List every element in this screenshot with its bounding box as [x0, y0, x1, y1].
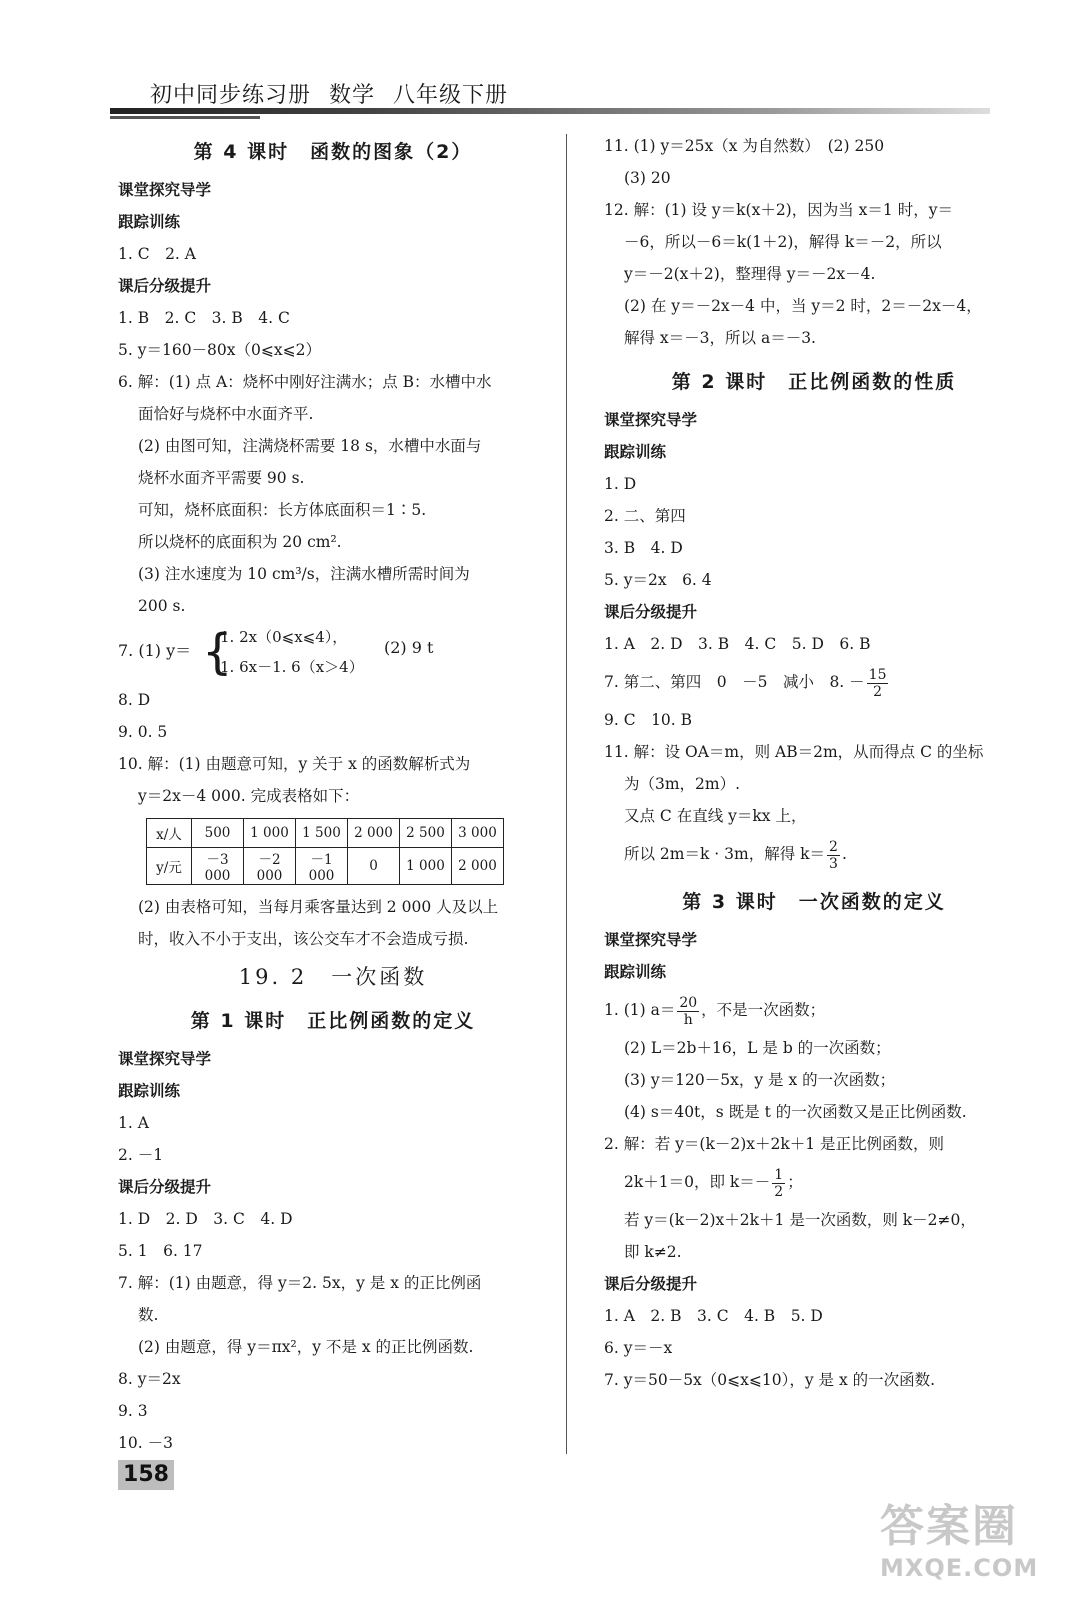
table-cell: 2 000	[348, 819, 400, 848]
table-cell: －3 000	[192, 848, 244, 885]
section-heading: 课堂探究导学	[118, 1050, 212, 1068]
section-heading: 跟踪训练	[604, 963, 667, 981]
table-header-cell: x/人	[147, 819, 192, 848]
piecewise-function	[118, 622, 548, 684]
answer-line: (2) 由题意，得 y＝πx²，y 不是 x 的正比例函数.	[138, 1338, 474, 1356]
table-row	[147, 848, 504, 885]
section-heading: 课后分级提升	[118, 1178, 212, 1196]
answer-line	[604, 832, 1024, 876]
header-rule-accent	[110, 116, 260, 119]
section-heading: 跟踪训练	[604, 443, 667, 461]
answer-line: 1. D	[604, 475, 637, 493]
section-heading: 课后分级提升	[118, 277, 212, 295]
answer-line: 9. 0. 5	[118, 723, 168, 741]
answer-line: 11. (1) y＝25x（x 为自然数） (2) 250	[604, 137, 885, 155]
denominator: 3	[829, 855, 838, 872]
answer-line: 1. B 2. C 3. B 4. C	[118, 309, 290, 327]
answer-line: 又点 C 在直线 y＝kx 上，	[624, 807, 807, 825]
answer-line: 5. 1 6. 17	[118, 1242, 203, 1260]
answer-line: 10. 解：(1) 由题意可知，y 关于 x 的函数解析式为	[118, 755, 471, 773]
answer-line: 2. 解：若 y＝(k－2)x＋2k＋1 是正比例函数，则	[604, 1135, 945, 1153]
numerator: 20	[679, 994, 698, 1011]
answer-line: 7. 解：(1) 由题意，得 y＝2. 5x，y 是 x 的正比例函	[118, 1274, 482, 1292]
table-cell: 0	[348, 848, 400, 885]
answer-line	[604, 660, 1024, 704]
table-cell: 1 000	[400, 848, 452, 885]
table-cell: －2 000	[244, 848, 296, 885]
answer-line: (2) L＝2b＋16，L 是 b 的一次函数；	[624, 1039, 891, 1057]
answer-line: 9. C 10. B	[604, 711, 693, 729]
answer-line: 7. y＝50－5x（0⩽x⩽10），y 是 x 的一次函数.	[604, 1371, 936, 1389]
denominator: 2	[873, 683, 883, 700]
answer-line: 5. y＝160－80x（0⩽x⩽2）	[118, 341, 321, 359]
piecewise-case: 1. 6x－1. 6（x＞4）	[220, 658, 364, 676]
lesson-title: 第 2 课时 正比例函数的性质	[671, 371, 957, 393]
answer-line: 12. 解：(1) 设 y＝k(x＋2)，因为当 x＝1 时，y＝	[604, 201, 953, 219]
answer-line: 5. y＝2x 6. 4	[604, 571, 712, 589]
numerator: 15	[868, 666, 887, 683]
answer-line: 所以烧杯的底面积为 20 cm².	[138, 533, 342, 551]
answer-text: 所以 2m＝k · 3m，解得 k＝	[624, 845, 826, 863]
answer-text: ，不是一次函数；	[701, 1001, 826, 1019]
answer-line	[604, 1160, 1024, 1204]
answer-line: y＝－2(x＋2)，整理得 y＝－2x－4.	[624, 265, 876, 283]
section-heading: 课堂探究导学	[604, 931, 698, 949]
answer-line: 11. 解：设 OA＝m，则 AB＝2m，从而得点 C 的坐标	[604, 743, 984, 761]
page-header	[110, 78, 990, 122]
watermark	[880, 1490, 1080, 1590]
answer-text: 1. (1) a＝	[604, 1001, 676, 1019]
book-title	[150, 78, 508, 109]
table-cell: 1 000	[244, 819, 296, 848]
answer-line: (3) 注水速度为 10 cm³/s，注满水槽所需时间为	[138, 565, 470, 583]
answer-line: 9. 3	[118, 1402, 148, 1420]
fraction	[867, 667, 889, 700]
answer-line: 1. A 2. B 3. C 4. B 5. D	[604, 1307, 823, 1325]
answer-text: .	[841, 845, 847, 863]
table-cell: －1 000	[296, 848, 348, 885]
right-column	[604, 130, 1024, 1396]
page-number: 158	[118, 1460, 174, 1490]
answer-line: 8. y＝2x	[118, 1370, 181, 1388]
answer-lead: 7. (1) y＝	[118, 641, 192, 660]
table-cell: 1 500	[296, 819, 348, 848]
answer-line: 面恰好与烧杯中水面齐平.	[138, 405, 314, 423]
numerator: 1	[774, 1166, 784, 1183]
book-series: 初中同步练习册	[150, 83, 312, 108]
fraction	[827, 839, 840, 872]
answer-line: 时，收入不小于支出，该公交车才不会造成亏损.	[138, 930, 469, 948]
answer-line	[604, 988, 1024, 1032]
answer-line: 2. 二、第四	[604, 507, 686, 525]
answer-line: －6，所以－6＝k(1＋2)，解得 k＝－2，所以	[624, 233, 942, 251]
answer-line: 烧杯水面齐平需要 90 s.	[138, 469, 305, 487]
answer-line: 2. －1	[118, 1146, 164, 1164]
answer-line: y＝2x－4 000. 完成表格如下：	[138, 787, 360, 805]
column-divider	[566, 134, 567, 1454]
answer-line: 可知，烧杯底面积：长方体底面积＝1∶5.	[138, 501, 427, 519]
answer-text: 7. 第二、第四 0 －5 减小 8. －	[604, 673, 865, 691]
answer-line: 6. 解：(1) 点 A：烧杯中刚好注满水；点 B：水槽中水	[118, 373, 492, 391]
answer-part: (2) 9 t	[384, 638, 434, 657]
data-table	[146, 818, 504, 885]
answer-line: (2) 在 y＝－2x－4 中，当 y＝2 时，2＝－2x－4，	[624, 297, 982, 315]
section-heading: 课后分级提升	[604, 603, 698, 621]
table-cell: 3 000	[452, 819, 504, 848]
table-row	[147, 819, 504, 848]
answer-line: (4) s＝40t，s 既是 t 的一次函数又是正比例函数.	[624, 1103, 967, 1121]
answer-line: 即 k≠2.	[624, 1243, 682, 1261]
table-header-cell: y/元	[147, 848, 192, 885]
denominator: 2	[774, 1183, 784, 1200]
answer-line: 解得 x＝－3，所以 a＝－3.	[624, 329, 816, 347]
answer-line: 若 y＝(k－2)x＋2k＋1 是一次函数，则 k－2≠0，	[624, 1211, 976, 1229]
answer-line: (3) y＝120－5x，y 是 x 的一次函数；	[624, 1071, 896, 1089]
table-cell: 2 500	[400, 819, 452, 848]
answer-line: (2) 由图可知，注满烧杯需要 18 s，水槽中水面与	[138, 437, 482, 455]
answer-line: 8. D	[118, 691, 151, 709]
denominator: h	[683, 1011, 693, 1028]
answer-line: 200 s.	[138, 597, 186, 615]
answer-line: 1. A 2. D 3. B 4. C 5. D 6. B	[604, 635, 871, 653]
lesson-title: 第 1 课时 正比例函数的定义	[190, 1010, 476, 1032]
answer-line: (3) 20	[624, 169, 671, 187]
book-grade: 八年级下册	[393, 83, 509, 108]
answer-line: 1. D 2. D 3. C 4. D	[118, 1210, 293, 1228]
header-rule	[110, 108, 990, 114]
answer-text: ；	[787, 1173, 803, 1191]
section-heading: 课堂探究导学	[118, 181, 212, 199]
book-subject: 数学	[329, 83, 376, 108]
table-cell: 500	[192, 819, 244, 848]
answer-line: (2) 由表格可知，当每月乘客量达到 2 000 人及以上	[138, 898, 499, 916]
answer-line: 1. C 2. A	[118, 245, 196, 263]
section-heading: 跟踪训练	[118, 1082, 181, 1100]
section-heading: 课后分级提升	[604, 1275, 698, 1293]
numerator: 2	[829, 838, 838, 855]
answer-text: 2k＋1＝0，即 k＝－	[624, 1173, 771, 1191]
left-column	[118, 130, 548, 1459]
watermark-logo-text: 答案圈	[880, 1501, 1018, 1552]
answer-line: 1. A	[118, 1114, 149, 1132]
answer-line: 数.	[138, 1306, 159, 1324]
answer-line: 10. －3	[118, 1434, 173, 1452]
lesson-title: 第 4 课时 函数的图象（2）	[193, 141, 473, 163]
fraction	[772, 1167, 785, 1200]
table-cell: 2 000	[452, 848, 504, 885]
brace-symbol: {	[202, 624, 233, 680]
chapter-title: 19. 2 一次函数	[238, 965, 428, 989]
answer-line: 3. B 4. D	[604, 539, 683, 557]
answer-line: 6. y＝－x	[604, 1339, 673, 1357]
fraction	[677, 995, 699, 1028]
section-heading: 跟踪训练	[118, 213, 181, 231]
answer-line: 为（3m，2m）.	[624, 775, 741, 793]
watermark-url: MXQE.COM	[880, 1554, 1039, 1582]
piecewise-case: 1. 2x（0⩽x⩽4），	[220, 628, 348, 646]
section-heading: 课堂探究导学	[604, 411, 698, 429]
lesson-title: 第 3 课时 一次函数的定义	[682, 891, 946, 913]
